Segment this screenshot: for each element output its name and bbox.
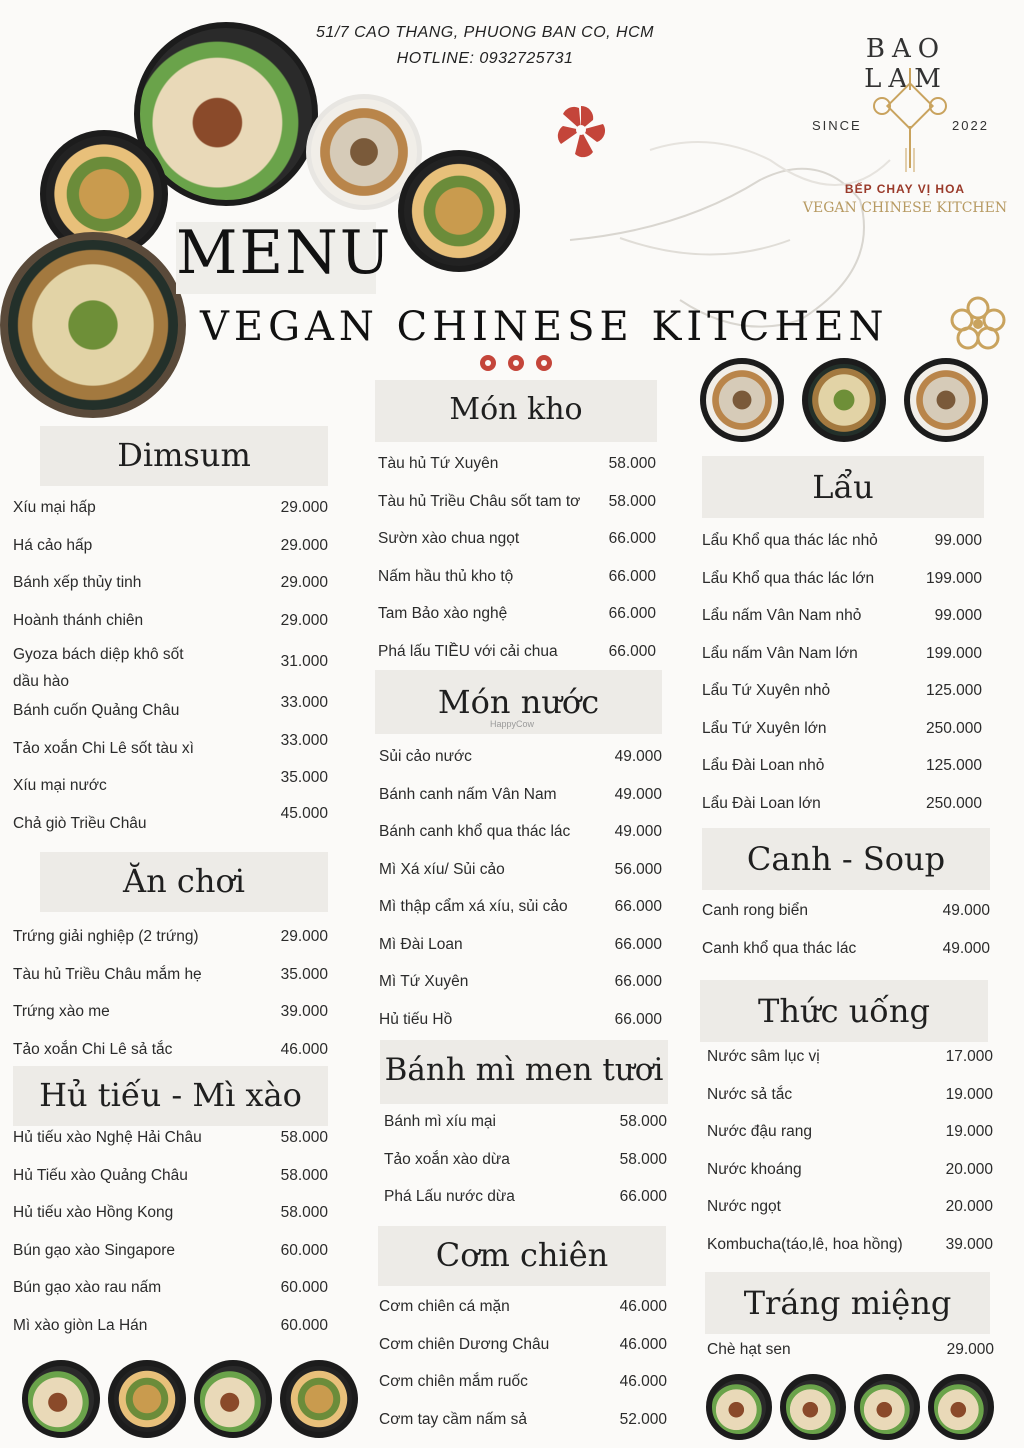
flower-divider-icon bbox=[476, 352, 556, 374]
item-price: 46.000 bbox=[619, 1335, 667, 1353]
item-name: Tảo xoắn Chi Lê sốt tàu xì bbox=[13, 739, 194, 757]
item-name: Lẩu Đài Loan lớn bbox=[702, 794, 821, 812]
menu-item bbox=[13, 491, 328, 529]
menu-item bbox=[702, 894, 990, 932]
flower-logo-icon bbox=[553, 102, 609, 158]
item-name: Chè hạt sen bbox=[707, 1341, 791, 1358]
item-name: Tam Bảo xào nghệ bbox=[378, 605, 508, 622]
item-name: Bánh xếp thủy tinh bbox=[13, 574, 142, 591]
item-name: Canh rong biển bbox=[702, 902, 808, 919]
item-price: 19.000 bbox=[945, 1085, 993, 1103]
item-name: Nước đậu rang bbox=[707, 1123, 812, 1140]
item-name: Mì Tứ Xuyên bbox=[379, 973, 469, 990]
item-name: Cơm chiên cá mặn bbox=[379, 1298, 510, 1315]
item-name: Tảo xoắn xào dừa bbox=[384, 1150, 510, 1168]
item-name: Hủ tiếu xào Hồng Kong bbox=[13, 1204, 174, 1221]
item-price: 66.000 bbox=[608, 605, 656, 622]
menu-item bbox=[13, 995, 328, 1033]
gold-flower-icon bbox=[950, 296, 1006, 352]
item-name: Hủ tiếu xào Nghệ Hải Châu bbox=[13, 1129, 202, 1146]
bottom-dish-photo-3 bbox=[194, 1360, 272, 1438]
item-price: 20.000 bbox=[945, 1198, 993, 1215]
bottom-dish-photo-4 bbox=[280, 1360, 358, 1438]
menu-item bbox=[379, 965, 662, 1003]
item-name: Phá Lấu nước dừa bbox=[384, 1188, 515, 1205]
menu-item bbox=[702, 562, 982, 600]
item-price: 58.000 bbox=[280, 1129, 328, 1146]
address-text: 51/7 CAO THANG, PHUONG BAN CO, HCM bbox=[316, 24, 654, 41]
item-name: Mì Xá xíu/ Sủi cảo bbox=[379, 860, 505, 878]
item-price: 60.000 bbox=[280, 1316, 328, 1334]
item-name: Lẩu Tứ Xuyên nhỏ bbox=[702, 682, 831, 699]
menu-item bbox=[707, 1333, 994, 1371]
menu-item bbox=[702, 524, 982, 562]
section-title-mon-nuoc: Món nước bbox=[437, 683, 600, 721]
item-price: 60.000 bbox=[280, 1241, 328, 1259]
menu-item bbox=[379, 1328, 667, 1366]
item-name: Há cảo hấp bbox=[13, 536, 93, 554]
item-price: 66.000 bbox=[608, 530, 656, 547]
menu-item bbox=[707, 1040, 993, 1078]
since-year: 2022 bbox=[952, 118, 989, 133]
brand-english: VEGAN CHINESE KITCHEN bbox=[802, 200, 1008, 216]
section-title-lau: Lẩu bbox=[812, 468, 874, 506]
item-price: 99.000 bbox=[934, 607, 982, 624]
hotpot-dish-photo bbox=[0, 232, 186, 418]
item-name: Lẩu Khổ qua thác lác lớn bbox=[702, 569, 875, 587]
item-price: 49.000 bbox=[614, 785, 662, 803]
menu-item bbox=[13, 804, 328, 845]
item-price: 66.000 bbox=[614, 1010, 662, 1028]
section-title-trang-mieng: Tráng miệng bbox=[743, 1284, 952, 1322]
section-title-mon-kho: Món kho bbox=[449, 392, 583, 427]
thuc-uong-list bbox=[707, 1040, 993, 1265]
menu-item bbox=[378, 560, 656, 598]
item-price: 125.000 bbox=[925, 682, 982, 699]
menu-item bbox=[702, 599, 982, 637]
item-price: 58.000 bbox=[619, 1113, 667, 1130]
section-title-com-chien: Cơm chiên bbox=[435, 1236, 609, 1274]
item-name: Sườn xào chua ngọt bbox=[378, 530, 520, 547]
item-price: 39.000 bbox=[280, 1003, 328, 1020]
item-name: Nước ngọt bbox=[707, 1198, 781, 1215]
menu-item bbox=[13, 769, 328, 807]
item-price: 66.000 bbox=[614, 973, 662, 990]
menu-item bbox=[13, 1234, 328, 1272]
item-name: Tàu hủ Triều Châu sốt tam tơ bbox=[378, 492, 581, 510]
menu-item bbox=[707, 1153, 993, 1191]
item-name: Tàu hủ Tứ Xuyên bbox=[378, 455, 499, 472]
menu-item bbox=[13, 1196, 328, 1234]
item-name: Cơm chiên mắm ruốc bbox=[379, 1373, 528, 1390]
brand-name: BAO LAM bbox=[864, 34, 948, 94]
item-price: 49.000 bbox=[942, 902, 990, 919]
item-name: Nước sả tắc bbox=[707, 1085, 793, 1103]
menu-item bbox=[379, 815, 662, 853]
item-price: 49.000 bbox=[614, 748, 662, 765]
item-name: Bánh canh nấm Vân Nam bbox=[379, 785, 557, 803]
menu-item bbox=[379, 853, 662, 891]
menu-item bbox=[13, 566, 328, 604]
item-price: 29.000 bbox=[946, 1341, 994, 1358]
item-name: Canh khổ qua thác lác bbox=[702, 939, 857, 957]
item-price: 17.000 bbox=[945, 1048, 993, 1065]
item-price: 250.000 bbox=[925, 719, 982, 737]
section-title-banh-mi: Bánh mì men tươi bbox=[384, 1052, 664, 1088]
item-price: 52.000 bbox=[619, 1410, 667, 1428]
bitter-melon-soup-photo bbox=[398, 150, 520, 272]
menu-item bbox=[13, 732, 328, 770]
item-price: 46.000 bbox=[619, 1298, 667, 1315]
item-price: 49.000 bbox=[942, 939, 990, 957]
item-name: Hủ tiếu Hồ bbox=[379, 1010, 453, 1028]
item-name: Bánh cuốn Quảng Châu bbox=[13, 702, 180, 719]
item-name: Lẩu nấm Vân Nam nhỏ bbox=[702, 607, 862, 624]
item-name: Chả giò Triều Châu bbox=[13, 814, 147, 832]
hu-tieu-list bbox=[13, 1121, 328, 1346]
section-title-an-choi: Ăn chơi bbox=[123, 862, 245, 900]
mon-kho-list bbox=[378, 447, 656, 672]
item-price: 46.000 bbox=[619, 1373, 667, 1390]
item-price: 20.000 bbox=[945, 1160, 993, 1178]
item-name: Cơm tay cầm nấm sả bbox=[379, 1410, 527, 1428]
item-price: 29.000 bbox=[280, 536, 328, 554]
item-price: 29.000 bbox=[280, 499, 328, 516]
item-price: 33.000 bbox=[280, 731, 328, 749]
item-name: Bánh canh khổ qua thác lác bbox=[379, 823, 571, 840]
item-price: 66.000 bbox=[608, 642, 656, 660]
item-price: 29.000 bbox=[280, 611, 328, 629]
menu-item bbox=[379, 1003, 662, 1041]
dumpling-photo-3 bbox=[904, 358, 988, 442]
item-name: Lẩu Khổ qua thác lác nhỏ bbox=[702, 532, 878, 549]
item-price: 66.000 bbox=[608, 567, 656, 585]
menu-item bbox=[379, 778, 662, 816]
item-name: Tảo xoắn Chi Lê sả tắc bbox=[13, 1040, 173, 1058]
item-name: Xíu mại nước bbox=[13, 777, 107, 794]
item-price: 60.000 bbox=[280, 1279, 328, 1296]
menu-item bbox=[379, 740, 662, 778]
dessert-photo-1 bbox=[706, 1374, 772, 1440]
section-title-canh: Canh - Soup bbox=[746, 840, 946, 878]
item-name: Mì xào giòn La Hán bbox=[13, 1316, 148, 1334]
brand-vietnamese: BẾP CHAY VỊ HOA bbox=[844, 182, 966, 196]
menu-item bbox=[378, 597, 656, 635]
menu-item bbox=[379, 1290, 667, 1328]
item-price: 49.000 bbox=[614, 823, 662, 840]
item-name: Mì thập cẩm xá xíu, sủi cảo bbox=[379, 898, 568, 915]
menu-item bbox=[702, 637, 982, 675]
trang-mieng-list bbox=[707, 1333, 994, 1371]
item-price: 58.000 bbox=[608, 455, 656, 472]
item-name: Bún gạo xào Singapore bbox=[13, 1241, 176, 1259]
menu-item bbox=[13, 604, 328, 642]
item-price: 199.000 bbox=[925, 644, 982, 662]
banh-mi-list bbox=[384, 1105, 667, 1218]
item-name: Nước khoáng bbox=[707, 1160, 802, 1178]
item-price: 33.000 bbox=[280, 694, 328, 711]
item-name: Trứng giải nghiệp (2 trứng) bbox=[13, 928, 199, 945]
item-price: 66.000 bbox=[614, 935, 662, 953]
menu-subtitle: VEGAN CHINESE KITCHEN bbox=[200, 304, 889, 350]
menu-item bbox=[702, 787, 982, 825]
item-name: Lẩu Tứ Xuyên lớn bbox=[702, 719, 827, 737]
menu-item bbox=[13, 958, 328, 996]
menu-item bbox=[378, 522, 656, 560]
lau-list bbox=[702, 524, 982, 824]
item-name: Nấm hầu thủ kho tộ bbox=[378, 567, 514, 585]
menu-item bbox=[13, 529, 328, 567]
item-price: 66.000 bbox=[614, 898, 662, 915]
item-name: Mì Đài Loan bbox=[379, 935, 463, 953]
item-price: 99.000 bbox=[934, 532, 982, 549]
menu-item bbox=[378, 447, 656, 485]
item-price: 29.000 bbox=[280, 574, 328, 591]
dumpling-photo-1 bbox=[700, 358, 784, 442]
bottom-dish-photo-1 bbox=[22, 1360, 100, 1438]
dessert-photo-4 bbox=[928, 1374, 994, 1440]
item-name: Bánh mì xíu mại bbox=[384, 1113, 496, 1130]
menu-item bbox=[707, 1115, 993, 1153]
menu-item bbox=[13, 694, 328, 732]
item-name: Lẩu Đài Loan nhỏ bbox=[702, 757, 825, 774]
item-name: Gyoza bách diệp khô sốt dầu hào bbox=[13, 646, 184, 690]
dessert-photo-2 bbox=[780, 1374, 846, 1440]
item-name: Sủi cảo nước bbox=[379, 748, 472, 765]
menu-item bbox=[379, 890, 662, 928]
item-name: Hoành thánh chiên bbox=[13, 611, 144, 629]
menu-item bbox=[13, 1309, 328, 1347]
menu-item bbox=[707, 1078, 993, 1116]
menu-item bbox=[702, 712, 982, 750]
item-name: Hủ Tiếu xào Quảng Châu bbox=[13, 1166, 188, 1184]
chinese-knot-icon bbox=[868, 68, 952, 178]
section-title-dimsum: Dimsum bbox=[117, 436, 251, 474]
menu-item bbox=[13, 920, 328, 958]
item-price: 58.000 bbox=[619, 1150, 667, 1168]
item-price: 58.000 bbox=[608, 492, 656, 510]
section-title-hu-tieu: Hủ tiếu - Mì xào bbox=[39, 1076, 302, 1114]
menu-item bbox=[378, 485, 656, 523]
item-name: Kombucha(táo,lê, hoa hồng) bbox=[707, 1235, 903, 1253]
item-name: Nước sâm lục vị bbox=[707, 1048, 820, 1065]
menu-item bbox=[379, 1403, 667, 1441]
canh-list bbox=[702, 894, 990, 969]
happycow-watermark: HappyCow bbox=[490, 719, 535, 729]
menu-item bbox=[384, 1105, 667, 1143]
menu-item bbox=[13, 1033, 328, 1071]
menu-item bbox=[13, 641, 328, 694]
menu-item bbox=[379, 1365, 667, 1403]
dimsum-list bbox=[13, 491, 328, 844]
menu-item bbox=[13, 1271, 328, 1309]
item-name: Trứng xào me bbox=[13, 1003, 110, 1020]
item-price: 45.000 bbox=[280, 804, 328, 822]
item-name: Xíu mại hấp bbox=[13, 499, 96, 516]
item-price: 58.000 bbox=[280, 1166, 328, 1184]
item-price: 58.000 bbox=[280, 1204, 328, 1221]
an-choi-list bbox=[13, 920, 328, 1070]
menu-title: MENU bbox=[176, 218, 393, 288]
mon-nuoc-list bbox=[379, 740, 662, 1040]
item-price: 29.000 bbox=[280, 928, 328, 945]
hotline-text: HOTLINE: 0932725731 bbox=[396, 50, 574, 67]
menu-item bbox=[702, 932, 990, 970]
item-name: Cơm chiên Dương Châu bbox=[379, 1335, 550, 1353]
item-name: Lẩu nấm Vân Nam lớn bbox=[702, 644, 858, 662]
menu-item bbox=[384, 1180, 667, 1218]
item-price: 46.000 bbox=[280, 1040, 328, 1058]
menu-item bbox=[702, 749, 982, 787]
item-price: 66.000 bbox=[619, 1188, 667, 1205]
section-title-thuc-uong: Thức uống bbox=[758, 992, 930, 1030]
bottom-dish-photo-2 bbox=[108, 1360, 186, 1438]
item-price: 19.000 bbox=[945, 1123, 993, 1140]
menu-item bbox=[384, 1143, 667, 1181]
item-price: 56.000 bbox=[614, 860, 662, 878]
item-price: 39.000 bbox=[945, 1235, 993, 1253]
menu-item bbox=[702, 674, 982, 712]
item-price: 199.000 bbox=[925, 569, 982, 587]
menu-item bbox=[707, 1228, 993, 1266]
address-block bbox=[260, 20, 710, 72]
menu-item bbox=[379, 928, 662, 966]
item-price: 125.000 bbox=[925, 757, 982, 774]
dessert-photo-3 bbox=[854, 1374, 920, 1440]
menu-item bbox=[13, 1159, 328, 1197]
item-name: Tàu hủ Triều Châu mắm hẹ bbox=[13, 965, 202, 983]
item-name: Phá lấu TIỀU với cải chua bbox=[378, 642, 558, 660]
item-price: 35.000 bbox=[280, 965, 328, 983]
dumpling-photo-2 bbox=[802, 358, 886, 442]
since-label: SINCE bbox=[812, 118, 862, 133]
item-price: 31.000 bbox=[280, 653, 328, 670]
item-price: 35.000 bbox=[280, 769, 328, 786]
menu-item bbox=[378, 635, 656, 673]
item-name: Bún gạo xào rau nấm bbox=[13, 1279, 162, 1296]
menu-item bbox=[707, 1190, 993, 1228]
com-chien-list bbox=[379, 1290, 667, 1440]
menu-item bbox=[13, 1121, 328, 1159]
item-price: 250.000 bbox=[925, 794, 982, 812]
